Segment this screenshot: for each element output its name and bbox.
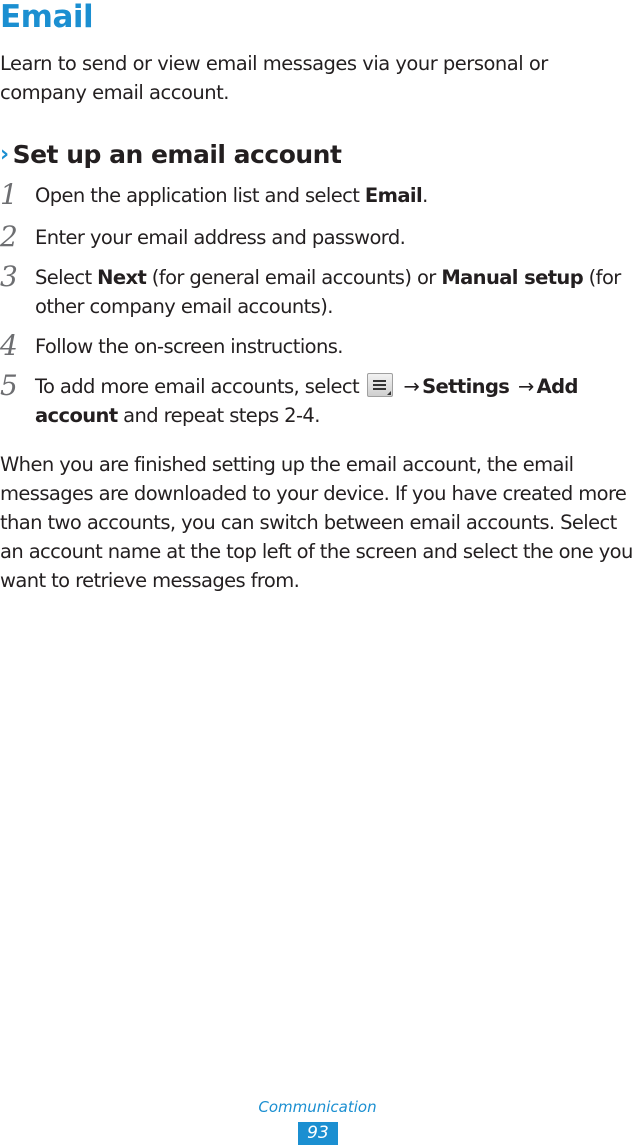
step-text: . bbox=[422, 184, 428, 207]
arrow-icon: → bbox=[517, 375, 534, 398]
step-item bbox=[0, 329, 635, 362]
step-number: 1 bbox=[0, 178, 18, 211]
footer-section-label: Communication bbox=[258, 1098, 377, 1116]
step-text: Follow the on-screen instructions. bbox=[35, 335, 343, 358]
step-item bbox=[0, 260, 635, 321]
step-keyword: Email bbox=[364, 184, 423, 207]
step-text: To add more email accounts, select bbox=[35, 375, 365, 398]
step-text: Open the application list and select bbox=[35, 184, 365, 207]
step-text: Select bbox=[35, 266, 98, 289]
step-item bbox=[0, 178, 635, 211]
menu-icon bbox=[367, 373, 393, 397]
step-text: Enter your email address and password. bbox=[35, 226, 406, 249]
chevron-right-icon: › bbox=[0, 142, 9, 167]
step-number: 4 bbox=[0, 329, 18, 362]
section-heading bbox=[0, 138, 341, 174]
intro-paragraph: Learn to send or view email messages via your personal or company email account. bbox=[0, 52, 548, 104]
step-number: 5 bbox=[0, 369, 18, 402]
step-keyword: Manual setup bbox=[441, 266, 584, 289]
page-number: 93 bbox=[298, 1122, 338, 1145]
step-keyword: Next bbox=[97, 266, 147, 289]
step-number: 2 bbox=[0, 220, 18, 253]
page-title: Email bbox=[0, 0, 94, 35]
step-item bbox=[0, 220, 635, 253]
step-number: 3 bbox=[0, 260, 18, 293]
arrow-icon: → bbox=[403, 375, 420, 398]
step-keyword: Settings bbox=[422, 375, 510, 398]
step-text: (for general email accounts) or bbox=[146, 266, 442, 289]
step-item bbox=[0, 369, 635, 430]
step-keyword: Add account bbox=[35, 375, 578, 427]
step-text: (for other company email accounts). bbox=[35, 266, 621, 318]
closing-paragraph: When you are finished setting up the email account, the email messages are downloaded to your device. If you have created more than two accounts, you can switch between email accounts. Select an account name at the top left of the screen and select the one you want to retrieve messages from. bbox=[0, 453, 633, 592]
step-text: and repeat steps 2-4. bbox=[117, 404, 320, 427]
section-heading-text: Set up an email account bbox=[12, 140, 342, 169]
steps-list bbox=[0, 178, 635, 430]
